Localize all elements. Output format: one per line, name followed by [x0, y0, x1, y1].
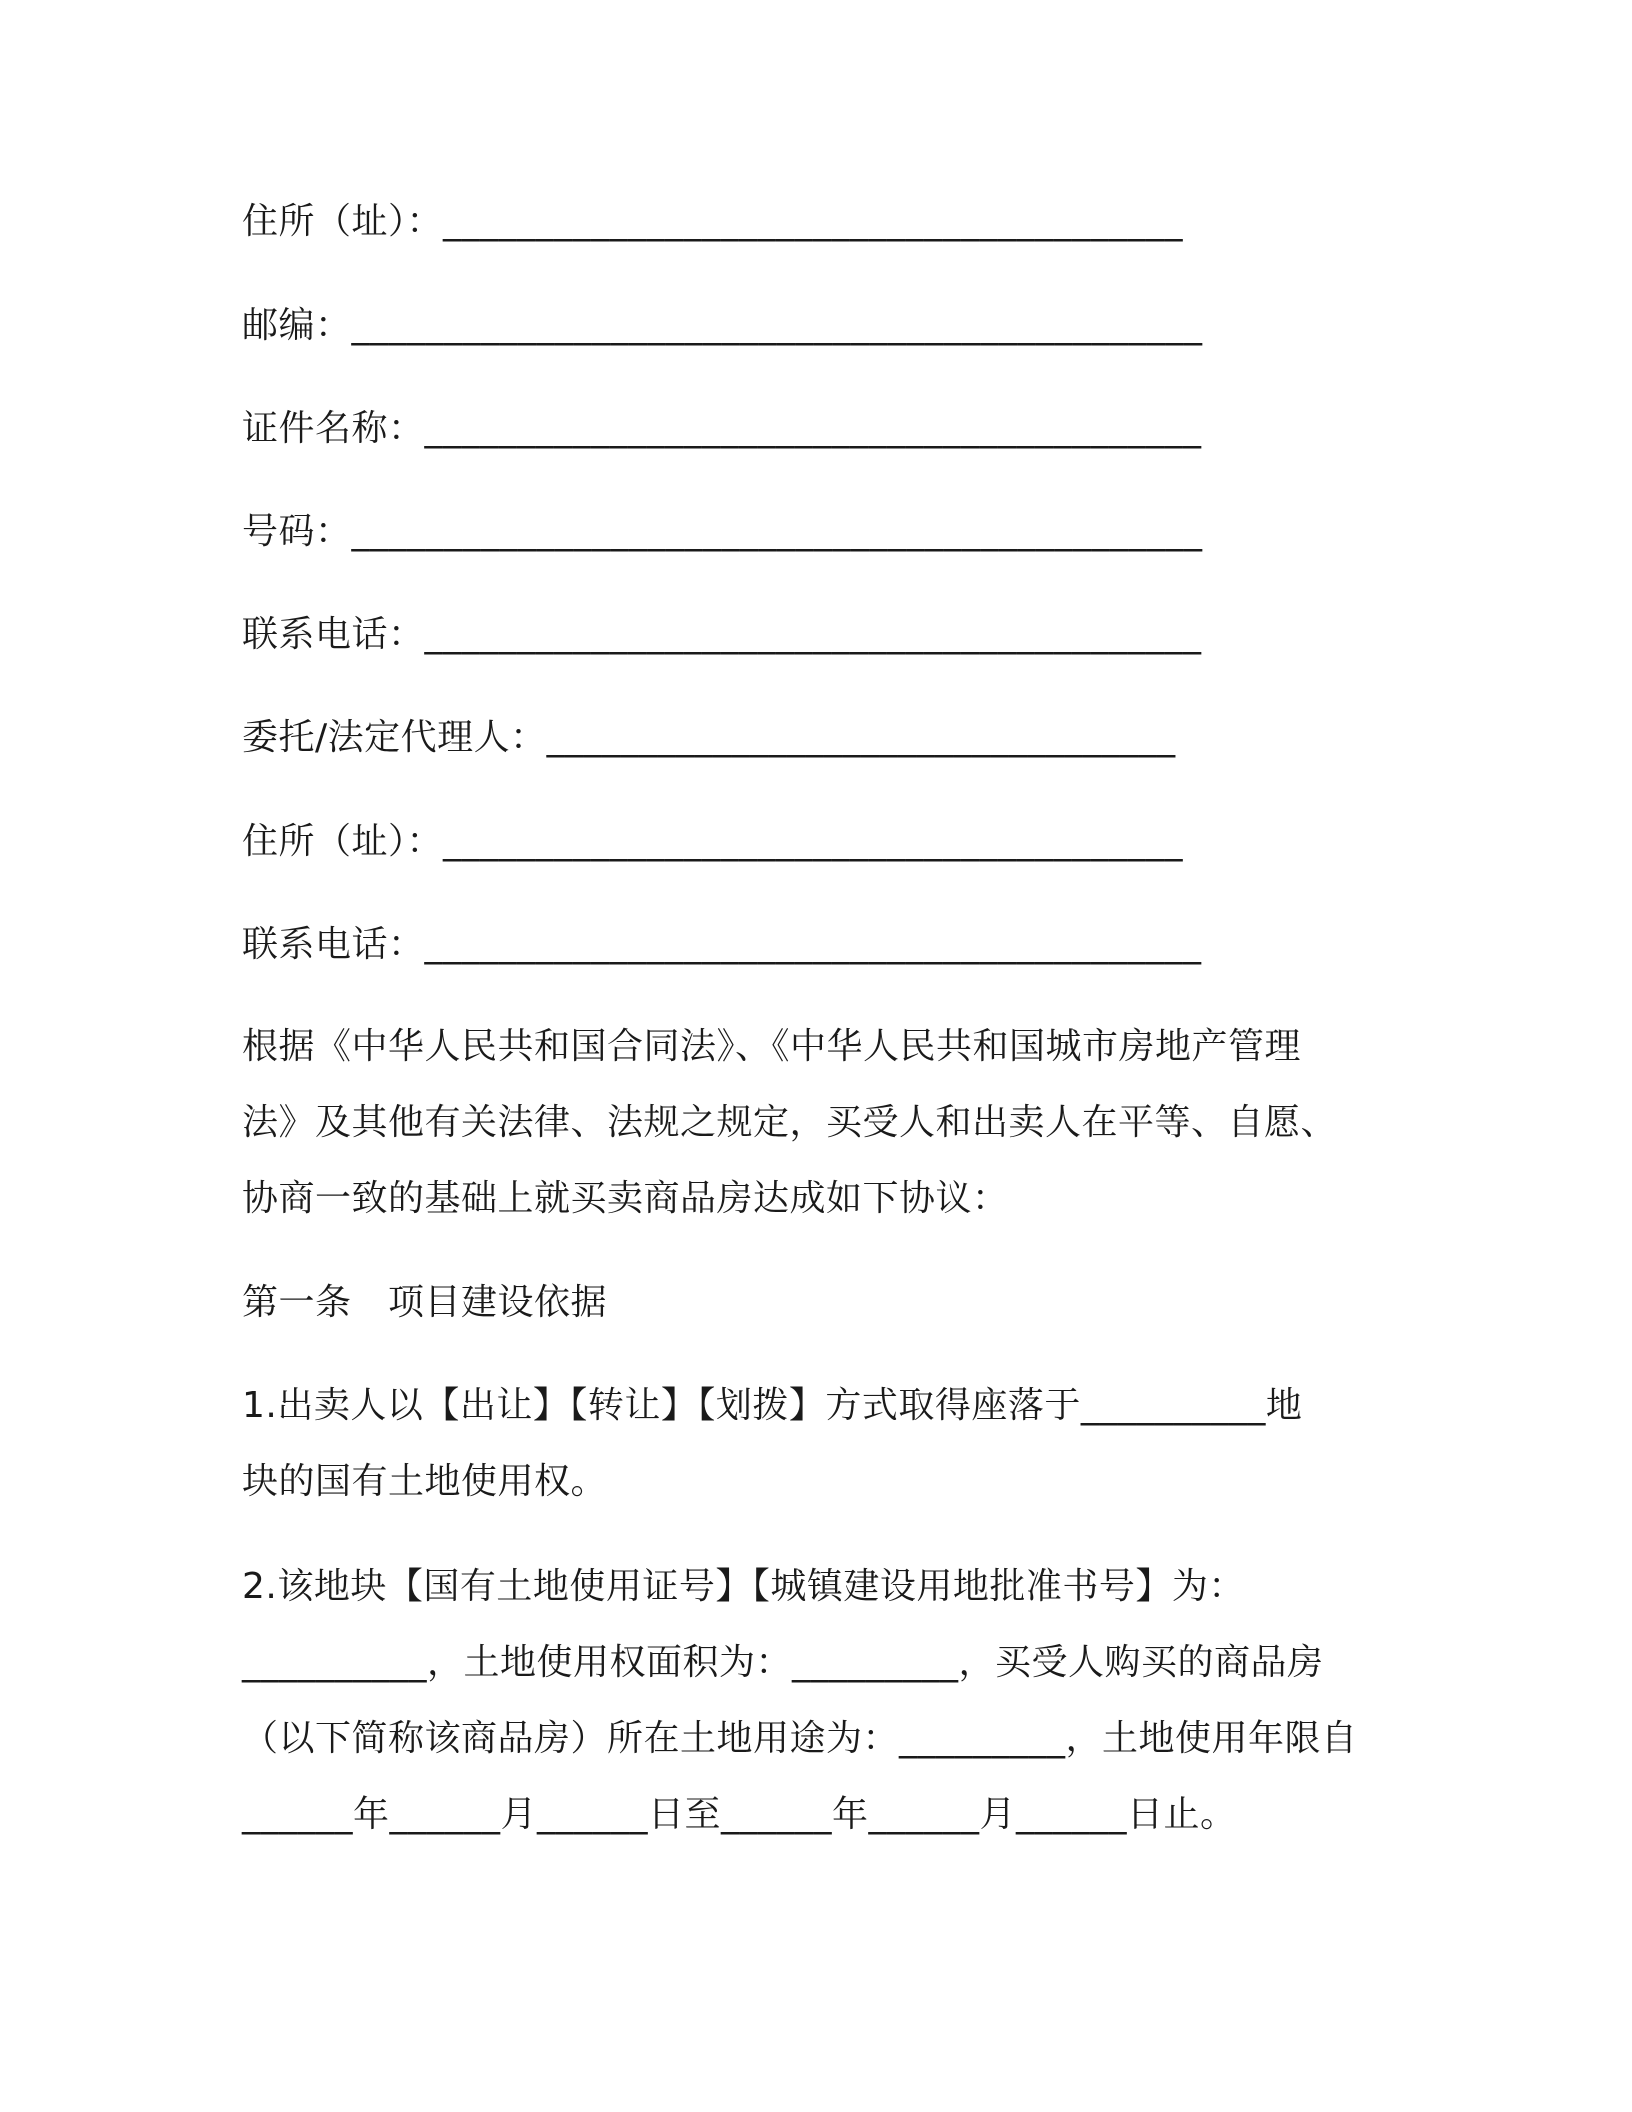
field-label: 证件名称： — [242, 408, 425, 449]
field-label: 邮编： — [242, 305, 352, 346]
field-blank: ______________________________________________ — [351, 511, 1203, 552]
article-1-item-2-line-2: __________，土地使用权面积为：_________，买受人购买的商品房 — [242, 1642, 1324, 1683]
field-row-address-1 — [242, 200, 1183, 244]
article-1-item-2-line-3: （以下简称该商品房）所在土地用途为：_________，土地使用年限自 — [242, 1718, 1358, 1759]
field-blank: __________________________________ — [546, 717, 1176, 758]
field-row-id-number — [242, 510, 1203, 554]
field-blank: ______________________________________________ — [351, 305, 1203, 346]
field-row-phone-1 — [242, 613, 1202, 657]
preamble-line-3: 协商一致的基础上就买卖商品房达成如下协议： — [242, 1178, 1009, 1219]
field-blank: __________________________________________ — [424, 924, 1202, 965]
article-1-item-2-line-1: 2.该地块【国有土地使用证号】【城镇建设用地批准书号】为： — [242, 1566, 1245, 1607]
field-blank: __________________________________________ — [424, 614, 1202, 655]
field-blank: ________________________________________ — [443, 201, 1184, 242]
field-label: 住所（址）： — [242, 821, 444, 862]
field-label: 联系电话： — [242, 614, 425, 655]
field-label: 委托/法定代理人： — [242, 717, 547, 758]
field-label: 住所（址）： — [242, 201, 444, 242]
article-1-title: 第一条 项目建设依据 — [242, 1282, 608, 1323]
field-row-agent — [242, 716, 1176, 760]
field-blank: ________________________________________ — [443, 821, 1184, 862]
field-row-id-type — [242, 407, 1202, 451]
article-1-item-1-line-2: 块的国有土地使用权。 — [242, 1461, 608, 1502]
field-row-phone-2 — [242, 923, 1202, 967]
preamble-line-2: 法》及其他有关法律、法规之规定，买受人和出卖人在平等、自愿、 — [242, 1102, 1338, 1143]
field-row-address-2 — [242, 820, 1183, 864]
preamble-line-1: 根据《中华人民共和国合同法》、《中华人民共和国城市房地产管理 — [242, 1026, 1302, 1067]
field-label: 联系电话： — [242, 924, 425, 965]
field-label: 号码： — [242, 511, 352, 552]
article-1-item-1-line-1: 1.出卖人以【出让】【转让】【划拨】方式取得座落于__________地 — [242, 1385, 1303, 1426]
field-row-postcode — [242, 304, 1203, 348]
article-1-item-2-line-4: ______年______月______日至______年______月______日止。 — [242, 1794, 1237, 1835]
field-blank: __________________________________________ — [424, 408, 1202, 449]
